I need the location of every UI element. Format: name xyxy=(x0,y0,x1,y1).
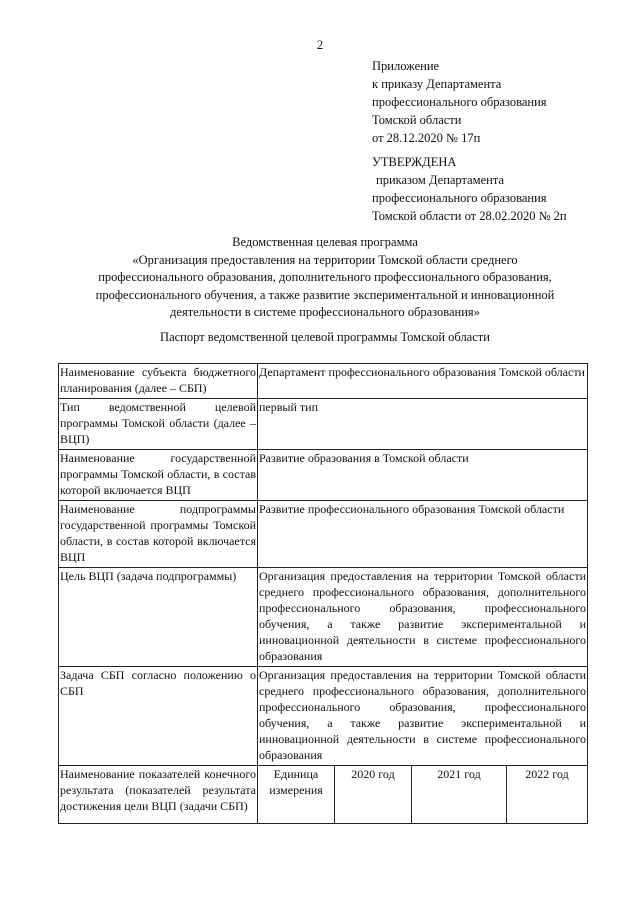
row-label: Наименование подпрограммы государственной программы Томской области, в состав которой включается ВЦП xyxy=(59,501,258,568)
program-title-line: профессионального образования, дополнительного профессионального образования, xyxy=(98,270,552,284)
approved-block xyxy=(372,153,567,225)
appendix-block xyxy=(372,57,547,147)
approved-title: УТВЕРЖДЕНА xyxy=(372,155,457,169)
appendix-line: профессионального образования xyxy=(372,95,547,109)
indicator-label: Наименование показателей конечного результата (показателей результата достижения цели ВЦП (задачи СБП) xyxy=(59,766,258,824)
year-header: 2021 год xyxy=(412,766,507,824)
program-title xyxy=(60,234,590,322)
row-label: Задача СБП согласно положению о СБП xyxy=(59,667,258,766)
row-value: Развитие профессионального образования Томской области xyxy=(258,501,588,568)
program-title-line: деятельности в системе профессионального образования» xyxy=(170,305,480,319)
row-label: Цель ВЦП (задача подпрограммы) xyxy=(59,568,258,667)
appendix-line: Томской области xyxy=(372,113,462,127)
row-label: Наименование субъекта бюджетного планирования (далее – СБП) xyxy=(59,364,258,399)
appendix-line: от 28.12.2020 № 17п xyxy=(372,131,481,145)
table-row xyxy=(59,568,588,667)
table-row xyxy=(59,450,588,501)
table-row xyxy=(59,364,588,399)
table-row xyxy=(59,667,588,766)
program-title-line: Ведомственная целевая программа xyxy=(232,235,418,249)
row-value: первый тип xyxy=(258,399,588,450)
approved-line: профессионального образования xyxy=(372,191,547,205)
passport-title: Паспорт ведомственной целевой программы Томской области xyxy=(160,330,490,344)
row-value: Департамент профессионального образования Томской области xyxy=(258,364,588,399)
passport-table xyxy=(58,363,588,824)
table-row xyxy=(59,399,588,450)
year-header: 2022 год xyxy=(507,766,588,824)
table-row xyxy=(59,501,588,568)
program-title-line: профессионального обучения, а также развитие экспериментальной и инновационной xyxy=(95,287,555,302)
page-number: 2 xyxy=(316,38,324,52)
row-label: Тип ведомственной целевой программы Томской области (далее – ВЦП) xyxy=(59,399,258,450)
appendix-line: к приказу Департамента xyxy=(372,77,502,91)
approved-line: приказом Департамента xyxy=(376,173,504,187)
program-title-line: «Организация предоставления на территории Томской области среднего xyxy=(132,252,518,267)
row-value: Развитие образования в Томской области xyxy=(258,450,588,501)
approved-line: Томской области от 28.02.2020 № 2п xyxy=(372,209,567,223)
unit-header: Единица измерения xyxy=(258,766,335,824)
appendix-line: Приложение xyxy=(372,59,440,73)
row-label: Наименование государственной программы Томской области, в состав которой включается ВЦП xyxy=(59,450,258,501)
indicator-row xyxy=(59,766,588,824)
year-header: 2020 год xyxy=(335,766,412,824)
row-value: Организация предоставления на территории Томской области среднего профессионального образования, дополнительного профессионального образования, профессионального обучения, а также развитие экспериментальной и инновационной деятельности в системе профессионального образования xyxy=(258,667,588,766)
row-value: Организация предоставления на территории Томской области среднего профессионального образования, дополнительного профессионального образования, профессионального обучения, а также развитие экспериментальной и инновационной деятельности в системе профессионального образования xyxy=(258,568,588,667)
